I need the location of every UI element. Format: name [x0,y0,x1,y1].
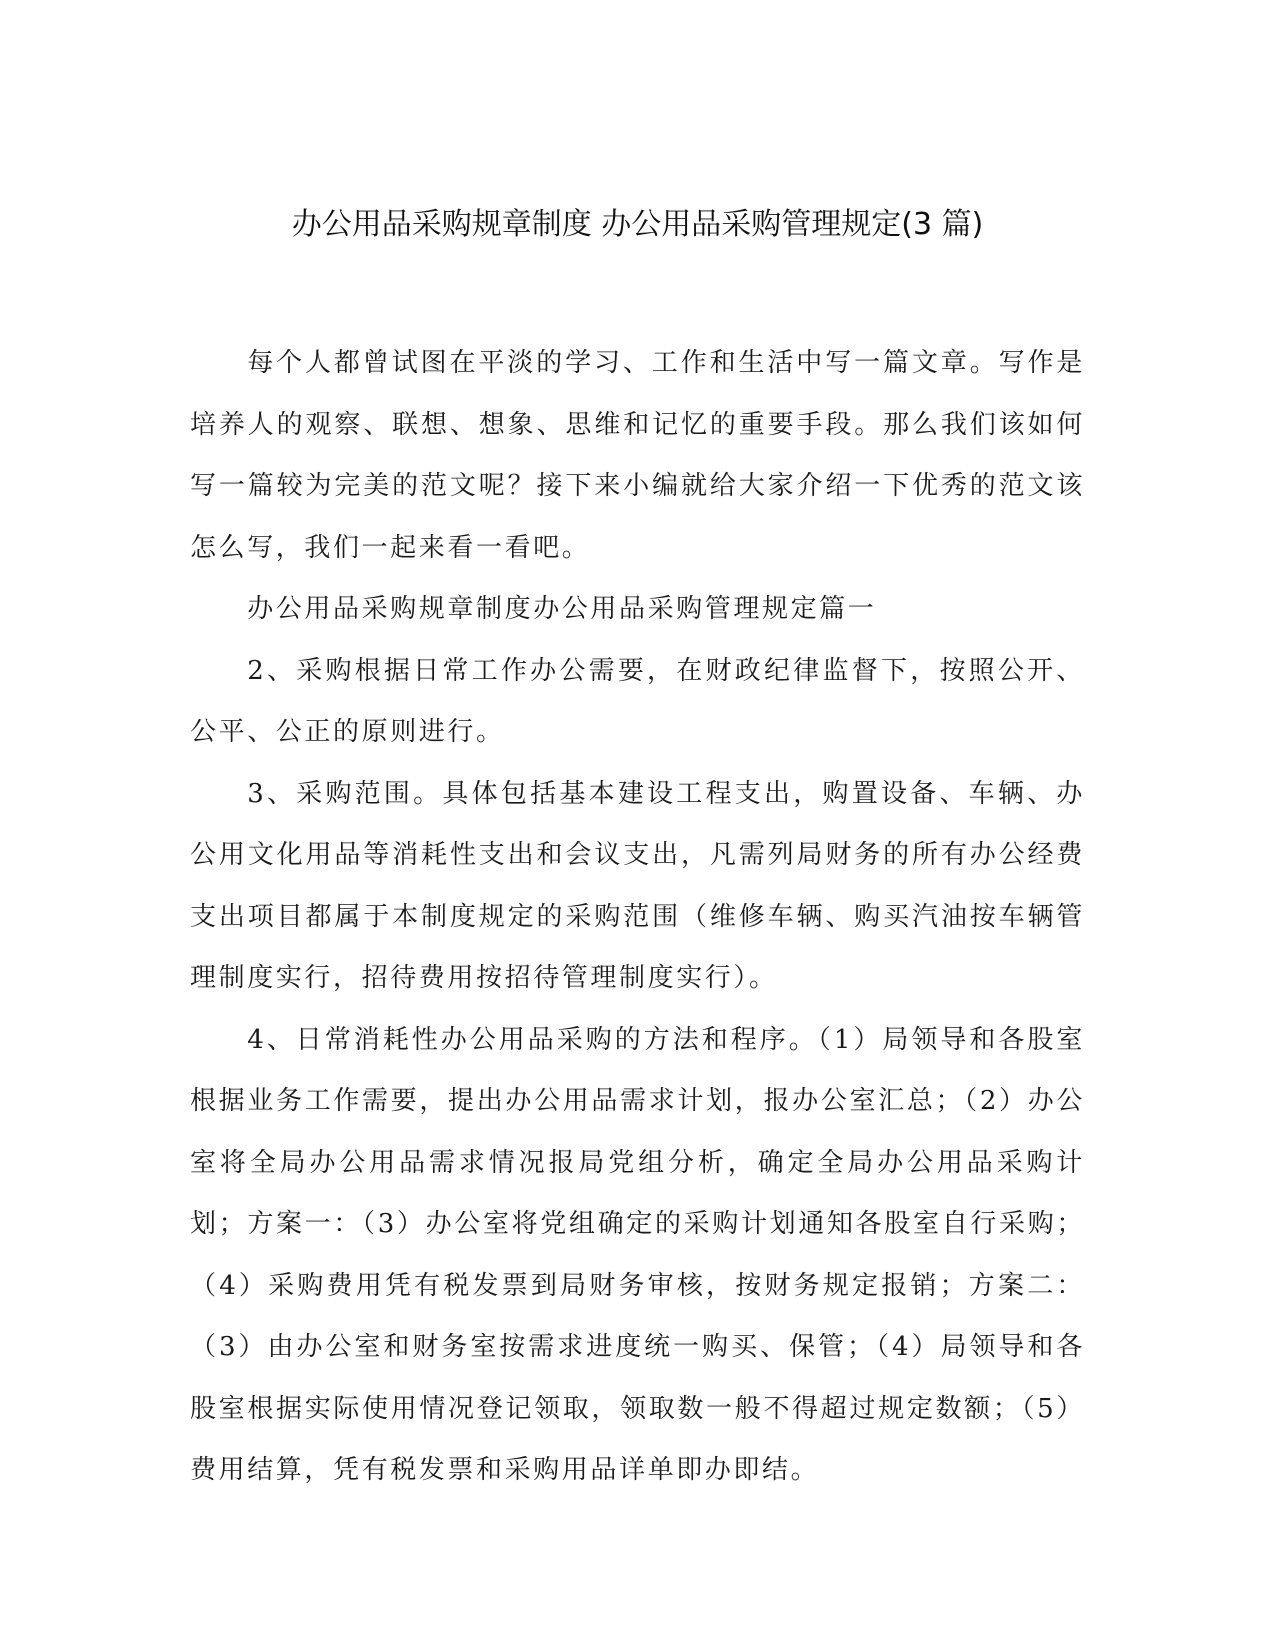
document-body [190,333,1085,1502]
section-heading: 办公用品采购规章制度办公用品采购管理规定篇一 [247,594,877,624]
document-title: 办公用品采购规章制度 办公用品采购管理规定(3 篇) [291,207,984,242]
intro-paragraph: 每个人都曾试图在平淡的学习、工作和生活中写一篇文章。写作是培养人的观察、联想、想象、思维和记忆的重要手段。那么我们该如何写一篇较为完美的范文呢？接下来小编就给大家介绍一下优秀的范文该怎么写，我们一起来看一看吧。 [190,348,1085,563]
clause-3-paragraph: 3、采购范围。具体包括基本建设工程支出，购置设备、车辆、办公用文化用品等消耗性支出和会议支出，凡需列局财务的所有办公经费支出项目都属于本制度规定的采购范围（维修车辆、购买汽油按车辆管理制度实行，招待费用按招待管理制度实行）。 [190,778,1085,993]
clause-4-paragraph: 4、日常消耗性办公用品采购的方法和程序。（1）局领导和各股室根据业务工作需要，提出办公用品需求计划，报办公室汇总；（2）办公室将全局办公用品需求情况报局党组分析，确定全局办公用品采购计划；方案一：（3）办公室将党组确定的采购计划通知各股室自行采购；（4）采购费用凭有税发票到局财务审核，按财务规定报销；方案二：（3）由办公室和财务室按需求进度统一购买、保管；（4）局领导和各股室根据实际使用情况登记领取，领取数一般不得超过规定数额；（5）费用结算，凭有税发票和采购用品详单即办即结。 [190,1024,1085,1485]
clause-2-paragraph: 2、采购根据日常工作办公需要，在财政纪律监督下，按照公开、公平、公正的原则进行。 [190,655,1085,747]
